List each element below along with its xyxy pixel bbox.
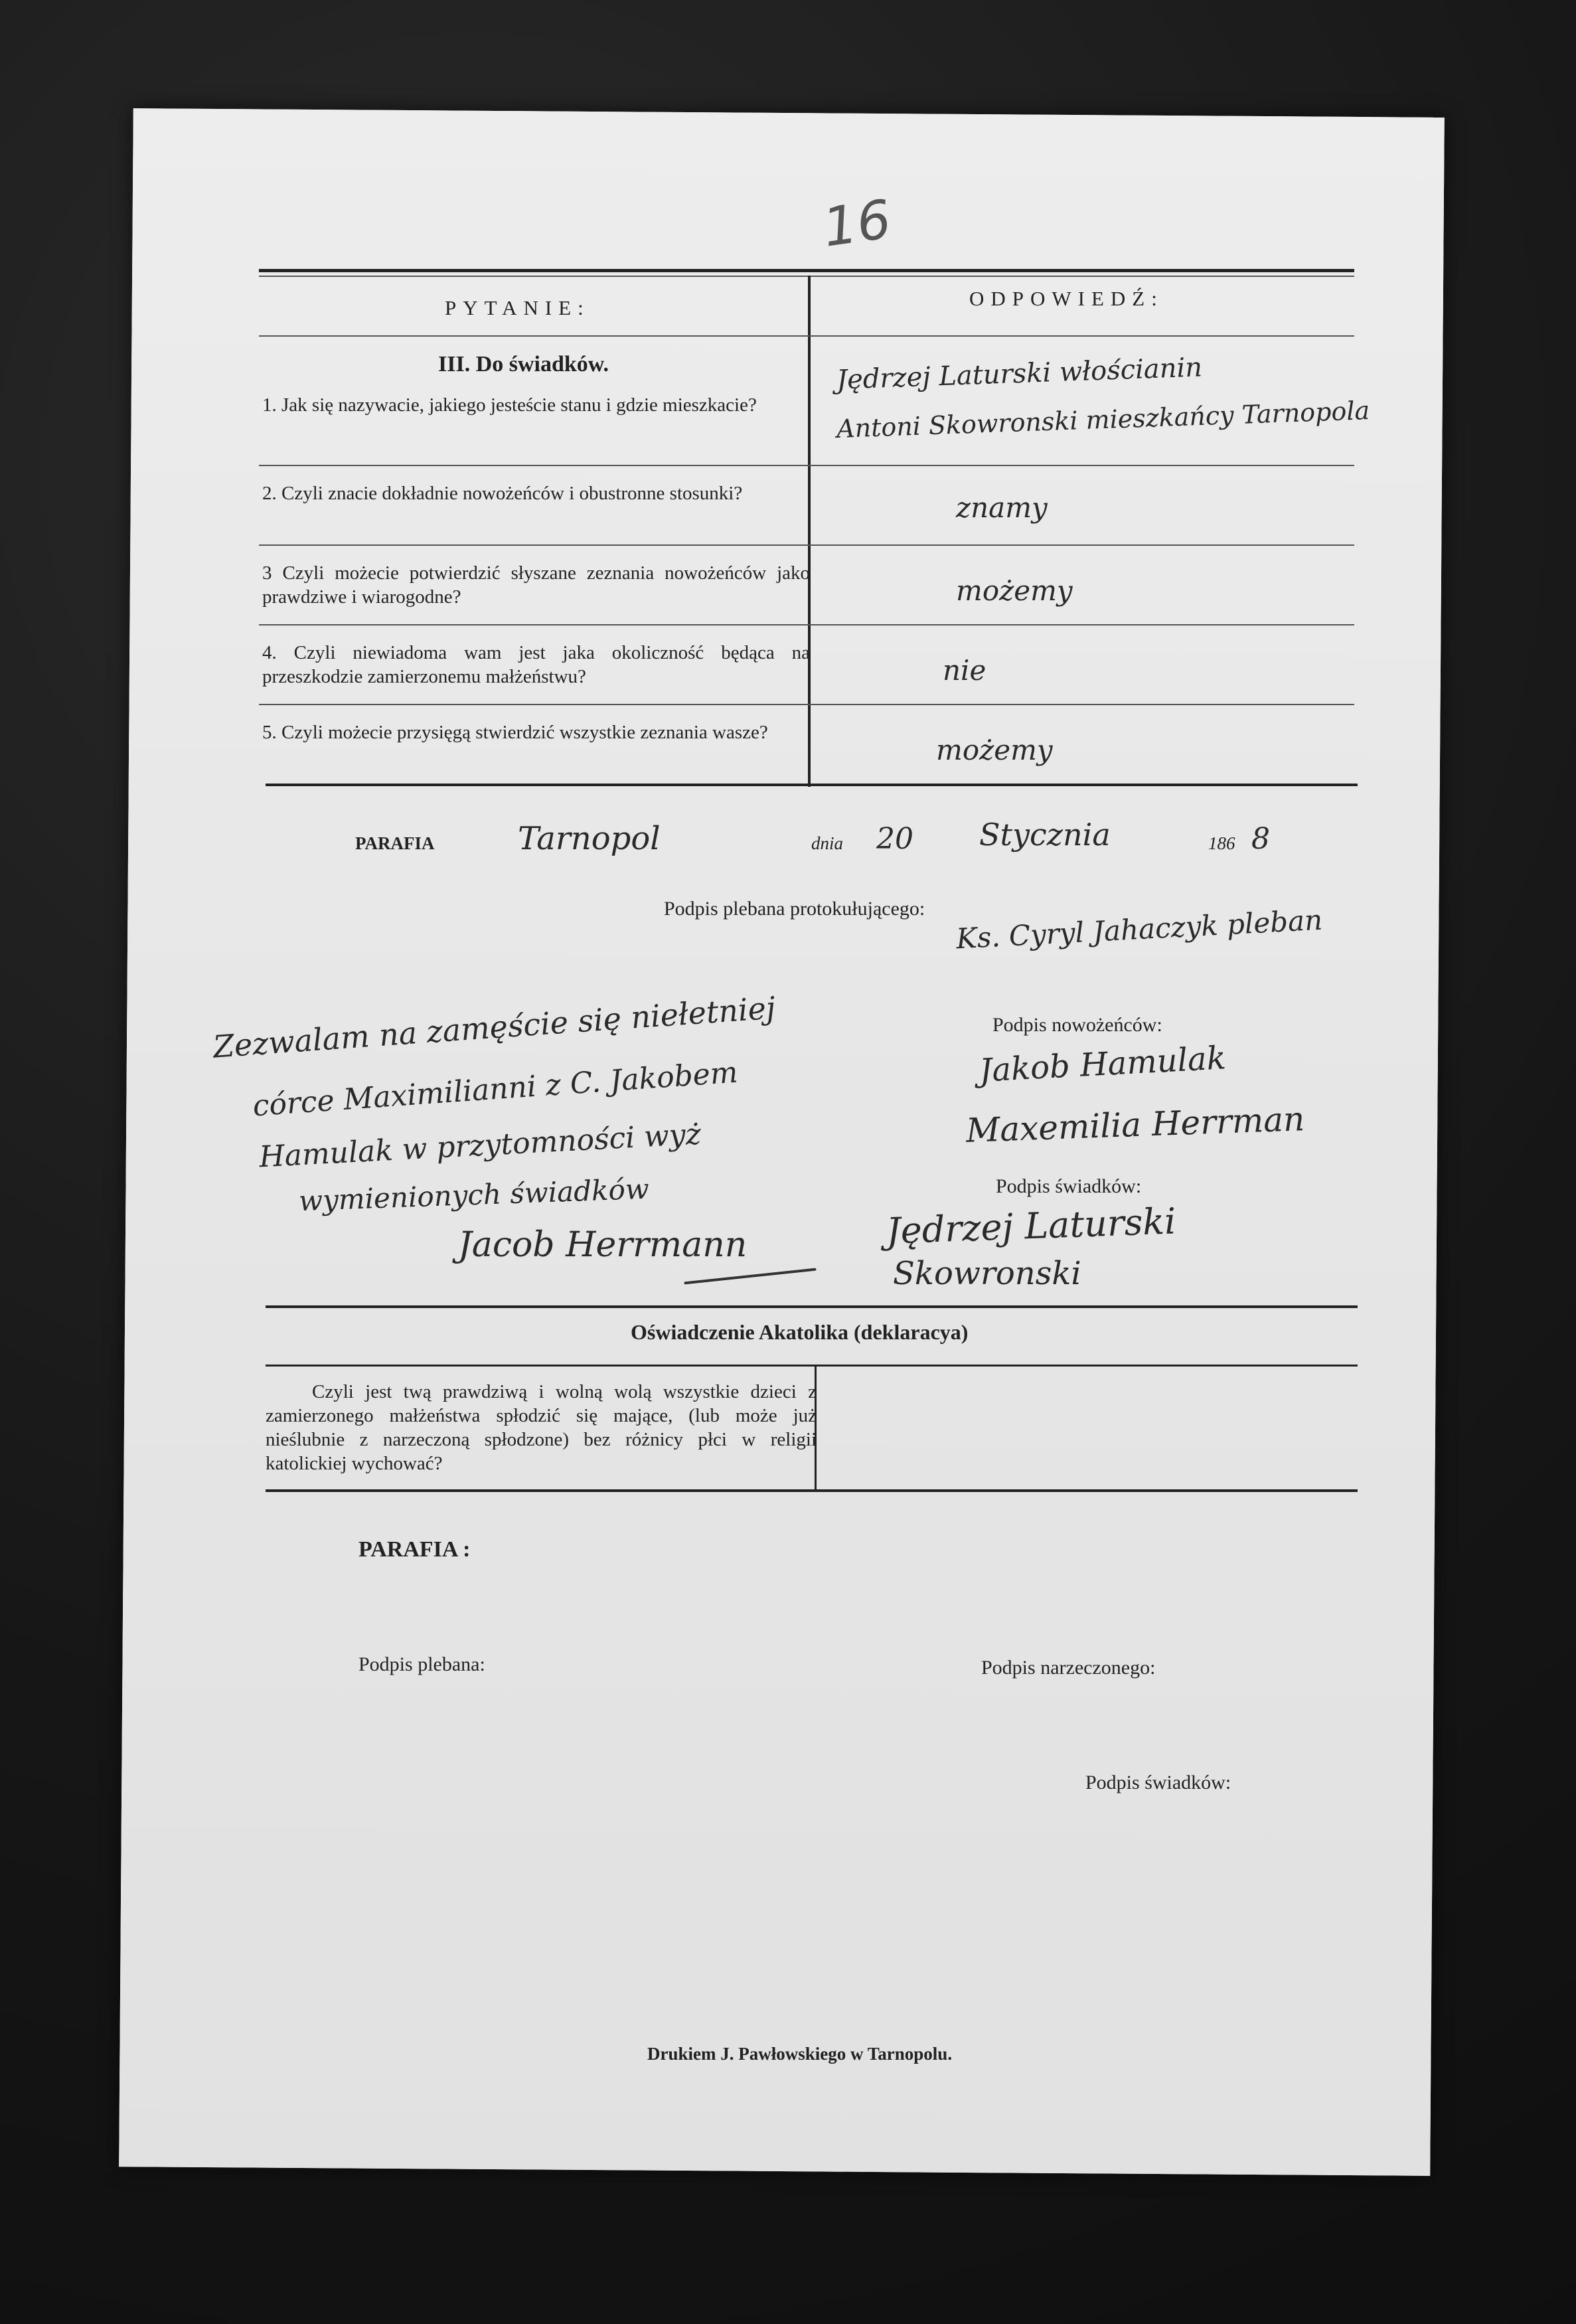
parafia-label: PARAFIA	[355, 833, 435, 853]
newlyweds-label: Podpis nowożeńców:	[992, 1014, 1162, 1036]
podpis-plebana: Podpis plebana:	[358, 1653, 485, 1675]
question-3-num: 3	[262, 562, 272, 584]
consent-line-1: Zezwalam na zamęście się niełetniej	[212, 989, 777, 1065]
row-rule-1	[259, 465, 1354, 466]
consent-line-4: wymienionych świadków	[298, 1172, 650, 1218]
answer-3: możemy	[956, 574, 1073, 607]
question-4-num: 4.	[262, 642, 277, 663]
table-bottom-rule	[266, 784, 1358, 786]
question-4-text: Czyli niewiadoma wam jest jaka okoliczność będąca na przeszkodzie zamierzonemu małżeństwu?	[262, 642, 810, 687]
date-day: 20	[876, 822, 913, 856]
akatolik-question: Czyli jest twą prawdziwą i wolną wolą wszystkie dzieci z zamierzonego małżeństwa spłodzić się mające, (lub może już nieślubnie z narzeczoną spłodzone) bez różnicy płci w religii katolickiej wychować?	[266, 1381, 817, 1474]
akatolik-header-rule	[266, 1365, 1358, 1367]
consent-line-2: córce Maximilianni z C. Jakobem	[252, 1055, 739, 1123]
akatolik-title: Oświadczenie Akatolika (deklaracya)	[631, 1320, 969, 1344]
answer-4: nie	[943, 654, 986, 687]
folio-number: 16	[819, 188, 895, 259]
question-3-text: Czyli możecie potwierdzić słyszane zeznania nowożeńców jako prawdziwe i wiarogodne?	[262, 562, 811, 608]
consent-line-3: Hamulak w przytomności wyż	[258, 1117, 702, 1175]
question-5-text: Czyli możecie przysięgą stwierdzić wszystkie zeznania wasze?	[281, 722, 768, 743]
table-top-rule-thin	[259, 276, 1354, 277]
date-label: dnia	[811, 833, 844, 853]
question-1-text: Jak się nazywacie, jakiego jesteście stanu i gdzie mieszkacie?	[281, 394, 757, 416]
consent-signature: Jacob Herrmann	[458, 1225, 748, 1265]
question-2-num: 2.	[262, 483, 277, 504]
answer-5: możemy	[936, 734, 1053, 766]
answer-1-line2: Antoni Skowronski mieszkańcy Tarnopola	[836, 395, 1370, 444]
question-1	[262, 393, 810, 417]
priest-signature: Ks. Cyryl Jahaczyk pleban	[955, 903, 1324, 955]
date-year-written: 8	[1251, 822, 1270, 856]
question-4	[262, 641, 810, 689]
witness-sig-1: Jędrzej Laturski	[886, 1200, 1177, 1252]
question-1-num: 1.	[262, 394, 277, 416]
header-rule	[259, 335, 1354, 337]
date-month: Stycznia	[979, 817, 1111, 853]
row-rule-3	[259, 624, 1354, 625]
witness-sig-2: Skowronski	[893, 1255, 1081, 1292]
newlyweds-sig-1: Jakob Hamulak	[978, 1039, 1227, 1090]
akatolik-bottom-rule	[266, 1489, 1358, 1492]
podpis-swiadkow: Podpis świadków:	[1085, 1772, 1231, 1793]
akatolik-top-rule	[266, 1305, 1358, 1308]
podpis-narzeczonego: Podpis narzeczonego:	[981, 1657, 1156, 1679]
table-top-rule	[259, 269, 1354, 272]
question-2	[262, 481, 810, 505]
answer-2: znamy	[956, 491, 1048, 524]
witnesses-label: Podpis świadków:	[996, 1175, 1142, 1197]
question-3	[262, 561, 810, 609]
header-odpowiedz: ODPOWIEDŹ:	[969, 287, 1164, 310]
table-center-rule	[808, 276, 811, 787]
answer-1-line1: Jędrzej Laturski włościanin	[836, 352, 1203, 396]
question-5-num: 5.	[262, 722, 277, 743]
parafia-place: Tarnopol	[518, 820, 661, 857]
printer-line: Drukiem J. Pawłowskiego w Tarnopolu.	[647, 2044, 953, 2064]
header-pytanie: PYTANIE:	[445, 296, 590, 319]
section-title: III. Do świadków.	[438, 352, 609, 376]
row-rule-4	[259, 704, 1354, 705]
newlyweds-sig-2: Maxemilia Herrman	[965, 1100, 1306, 1150]
row-rule-2	[259, 544, 1354, 546]
date-year-printed: 186	[1208, 833, 1235, 853]
question-2-text: Czyli znacie dokładnie nowożeńców i obustronne stosunki?	[281, 483, 743, 504]
parafia-bottom: PARAFIA :	[358, 1537, 471, 1562]
priest-signature-label: Podpis plebana protokułującego:	[664, 898, 925, 920]
question-5	[262, 720, 810, 744]
